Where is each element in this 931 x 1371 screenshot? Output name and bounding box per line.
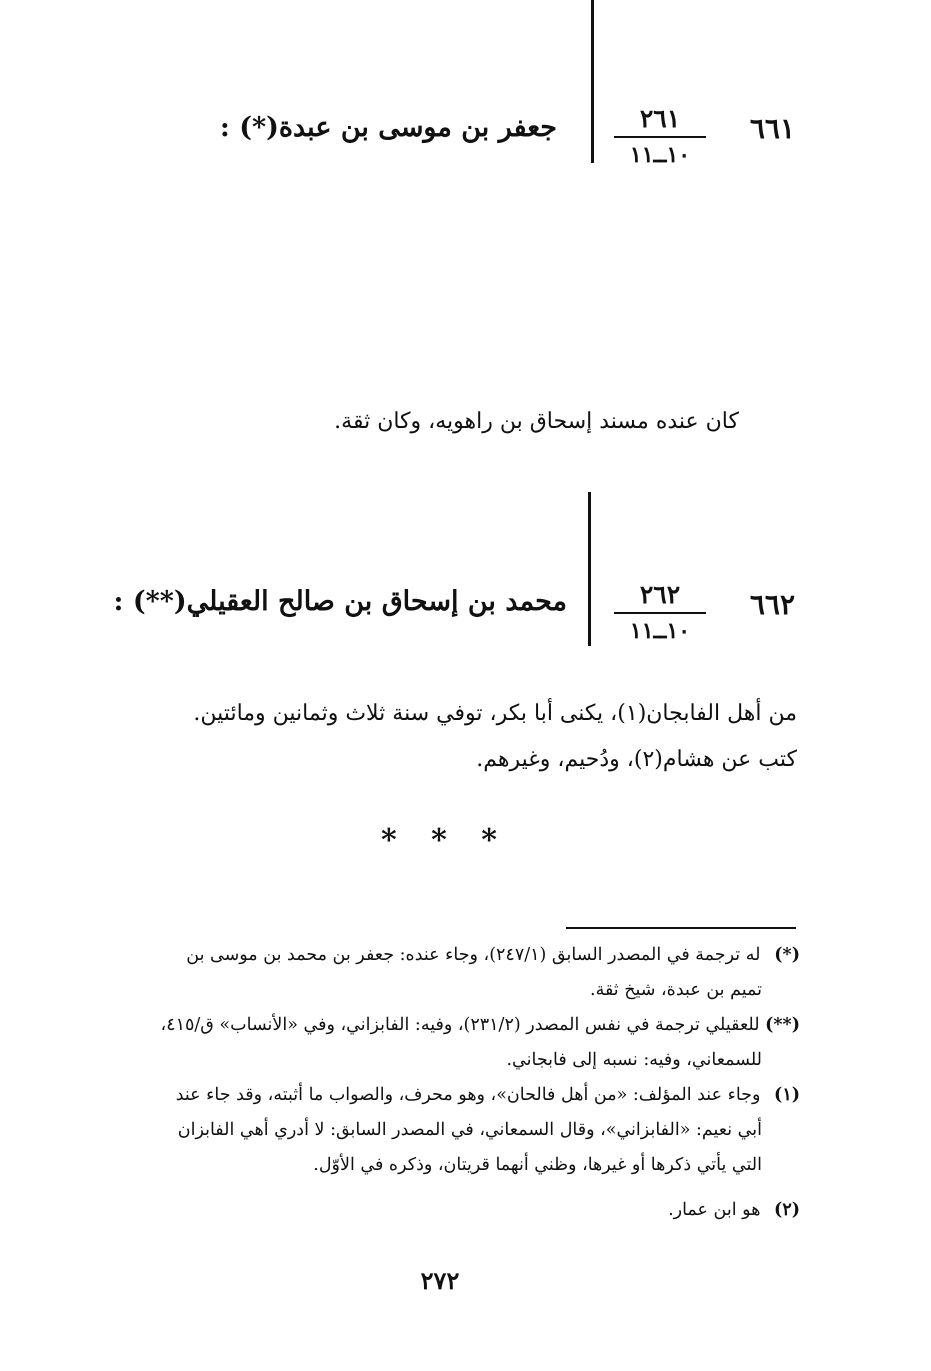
footnotes [80,938,800,1228]
entry-662-fraction-bar [614,612,706,614]
footnote-2 [80,1193,800,1228]
entry-661-fraction-bottom: ١٠ــ١١ [629,142,691,168]
footnote-2-line-1: هو ابن عمار. [668,1200,761,1220]
entry-661-name: جعفر بن موسى بن عبدة(*) : [219,112,557,143]
entry-662-name: محمد بن إسحاق بن صالح العقيلي(**) : [113,586,567,617]
entry-661 [0,0,931,200]
entry-662 [0,480,931,660]
section-separator-stars: * * * [381,823,509,858]
footnote-1 [80,1078,800,1183]
entry-662-body-line-2: كتب عن هشام(٢)، ودُحيم، وغيرهم. [476,747,797,772]
footnote-double-star-line-2: للسمعاني، وفيه: نسبه إلى فابجاني. [506,1050,762,1070]
entry-662-vertical-rule [588,492,591,646]
footnote-star-line-2: تميم بن عبدة، شيخ ثقة. [590,980,762,1000]
page-number: ٢٧٢ [420,1266,460,1295]
footnote-2-mark: (٢) [774,1200,800,1220]
footnote-1-line-2: أبي نعيم: «الفابزاني»، وقال السمعاني، في المصدر السابق: لا أدري أهي الفابزان [177,1120,762,1140]
footnote-1-line-3: التي يأتي ذكرها أو غيرها، وظني أنهما قريتان، وذكره في الأوّل. [313,1155,762,1175]
footnote-star-line-1: له ترجمة في المصدر السابق (٢٤٧/١)، وجاء عنده: جعفر بن محمد بن موسى بن [186,945,761,965]
entry-662-fraction [614,580,706,644]
footnote-double-star [80,1008,800,1078]
footnote-double-star-mark: (**) [765,1015,800,1035]
entry-661-number: ٦٦١ [749,112,795,145]
footnote-star-mark: (*) [774,945,800,965]
entry-661-fraction-bar [614,136,706,138]
footnote-double-star-line-1: للعقيلي ترجمة في نفس المصدر (٢٣١/٢)، وفيه: الفابزاني، وفي «الأنساب» ق/٤١٥، [160,1015,760,1035]
entry-662-body-line-1: من أهل الفابجان(١)، يكنى أبا بكر، توفي سنة ثلاث وثمانين ومائتين. [193,701,797,726]
entry-661-vertical-rule [591,0,594,163]
footnote-star [80,938,800,1008]
footnote-divider [566,927,796,929]
entry-662-number: ٦٦٢ [749,588,795,621]
entry-662-fraction-bottom: ١٠ــ١١ [629,618,691,644]
footnote-1-mark: (١) [774,1085,800,1105]
entry-661-fraction-top: ٢٦١ [639,104,681,133]
entry-661-body: كان عنده مسند إسحاق بن راهويه، وكان ثقة. [334,409,739,434]
entry-662-fraction-top: ٢٦٢ [639,580,681,609]
footnote-1-line-1: وجاء عند المؤلف: «من أهل فالحان»، وهو محرف، والصواب ما أثبته، وقد جاء عند [175,1085,761,1105]
entry-661-fraction [614,104,706,168]
